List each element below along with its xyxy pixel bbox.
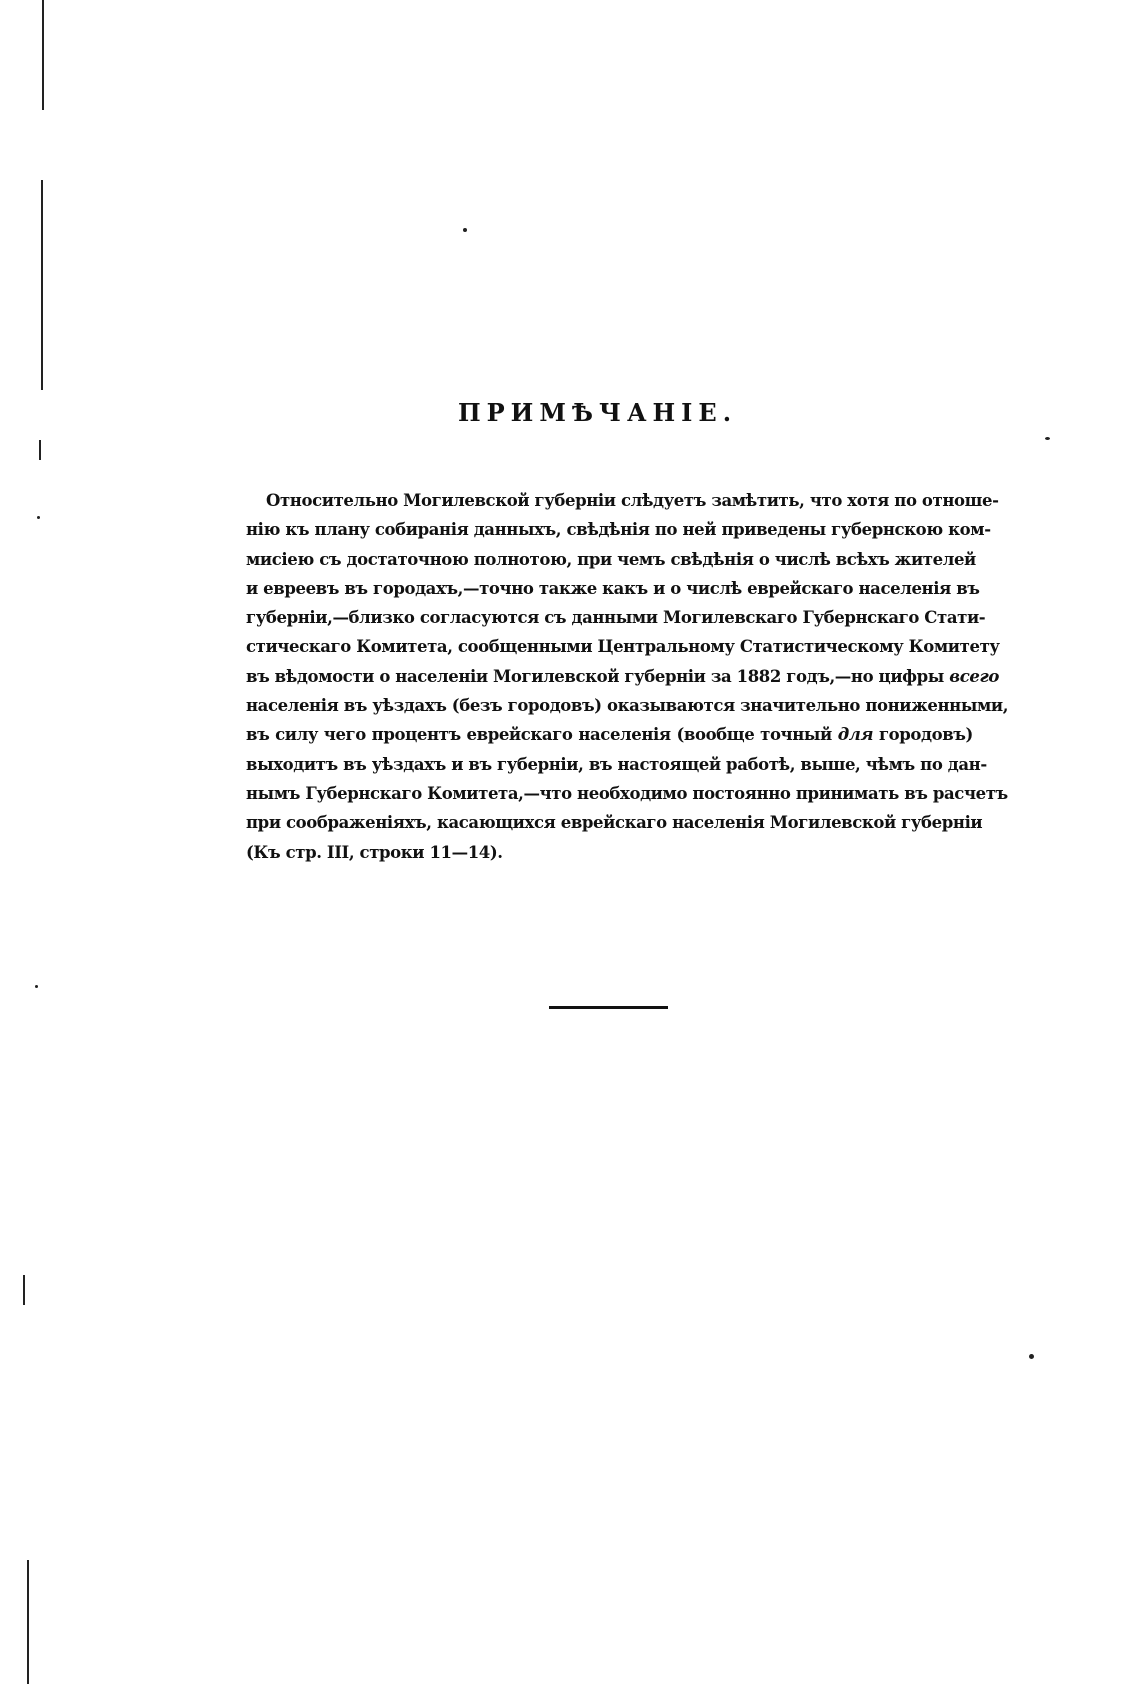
note-line: нымъ Губернскаго Комитета,—что необходимо постоянно принимать въ расчетъ	[246, 783, 1008, 803]
note-line-text: въ силу чего процентъ еврейскаго населенія (вообще точный	[246, 725, 832, 745]
note-line	[246, 720, 973, 749]
note-line: мисіею съ достаточною полнотою, при чемъ свѣдѣнія о числѣ всѣхъ жителей	[246, 549, 976, 569]
scan-edge-mark	[41, 180, 43, 390]
scan-speck	[37, 516, 40, 519]
scan-edge-mark	[27, 1560, 29, 1684]
scan-speck	[463, 228, 467, 232]
scan-speck	[1029, 1354, 1034, 1359]
note-italic-word: для	[837, 725, 874, 745]
note-line: Относительно Могилевской губерніи слѣдуетъ замѣтить, что хотя по отноше-	[266, 491, 999, 510]
scan-speck	[1045, 437, 1050, 440]
page-title: ПРИМѢЧАНІЕ.	[457, 398, 738, 427]
note-line-text: въ вѣдомости о населеніи Могилевской губерніи за 1882 годъ,—но цифры	[246, 666, 944, 686]
closing-rule	[549, 1006, 668, 1009]
note-italic-word: всего	[949, 666, 999, 686]
scan-edge-mark	[39, 440, 41, 460]
scan-speck	[35, 985, 38, 988]
scan-edge-mark	[23, 1275, 25, 1305]
note-line: нію къ плану собиранія данныхъ, свѣдѣнія по ней приведены губернскою ком-	[246, 520, 991, 540]
note-line: губерніи,—близко согласуются съ данными Могилевскаго Губернскаго Стати-	[246, 608, 986, 628]
note-line: стическаго Комитета, сообщенными Центральному Статистическому Комитету	[246, 637, 1000, 657]
note-line: выходитъ въ уѣздахъ и въ губерніи, въ настоящей работѣ, выше, чѣмъ по дан-	[246, 754, 987, 774]
note-line	[246, 662, 999, 691]
note-line: и евреевъ въ городахъ,—точно также какъ и о числѣ еврейскаго населенія въ	[246, 578, 980, 598]
note-line: (Къ стр. III, строки 11—14).	[246, 842, 503, 862]
note-line: населенія въ уѣздахъ (безъ городовъ) оказываются значительно пониженными,	[246, 696, 1009, 716]
scan-edge-mark	[42, 0, 44, 110]
note-paragraph	[246, 486, 1009, 867]
note-line: при соображеніяхъ, касающихся еврейскаго населенія Могилевской губерніи	[246, 813, 983, 833]
note-line-text: городовъ)	[878, 725, 973, 745]
